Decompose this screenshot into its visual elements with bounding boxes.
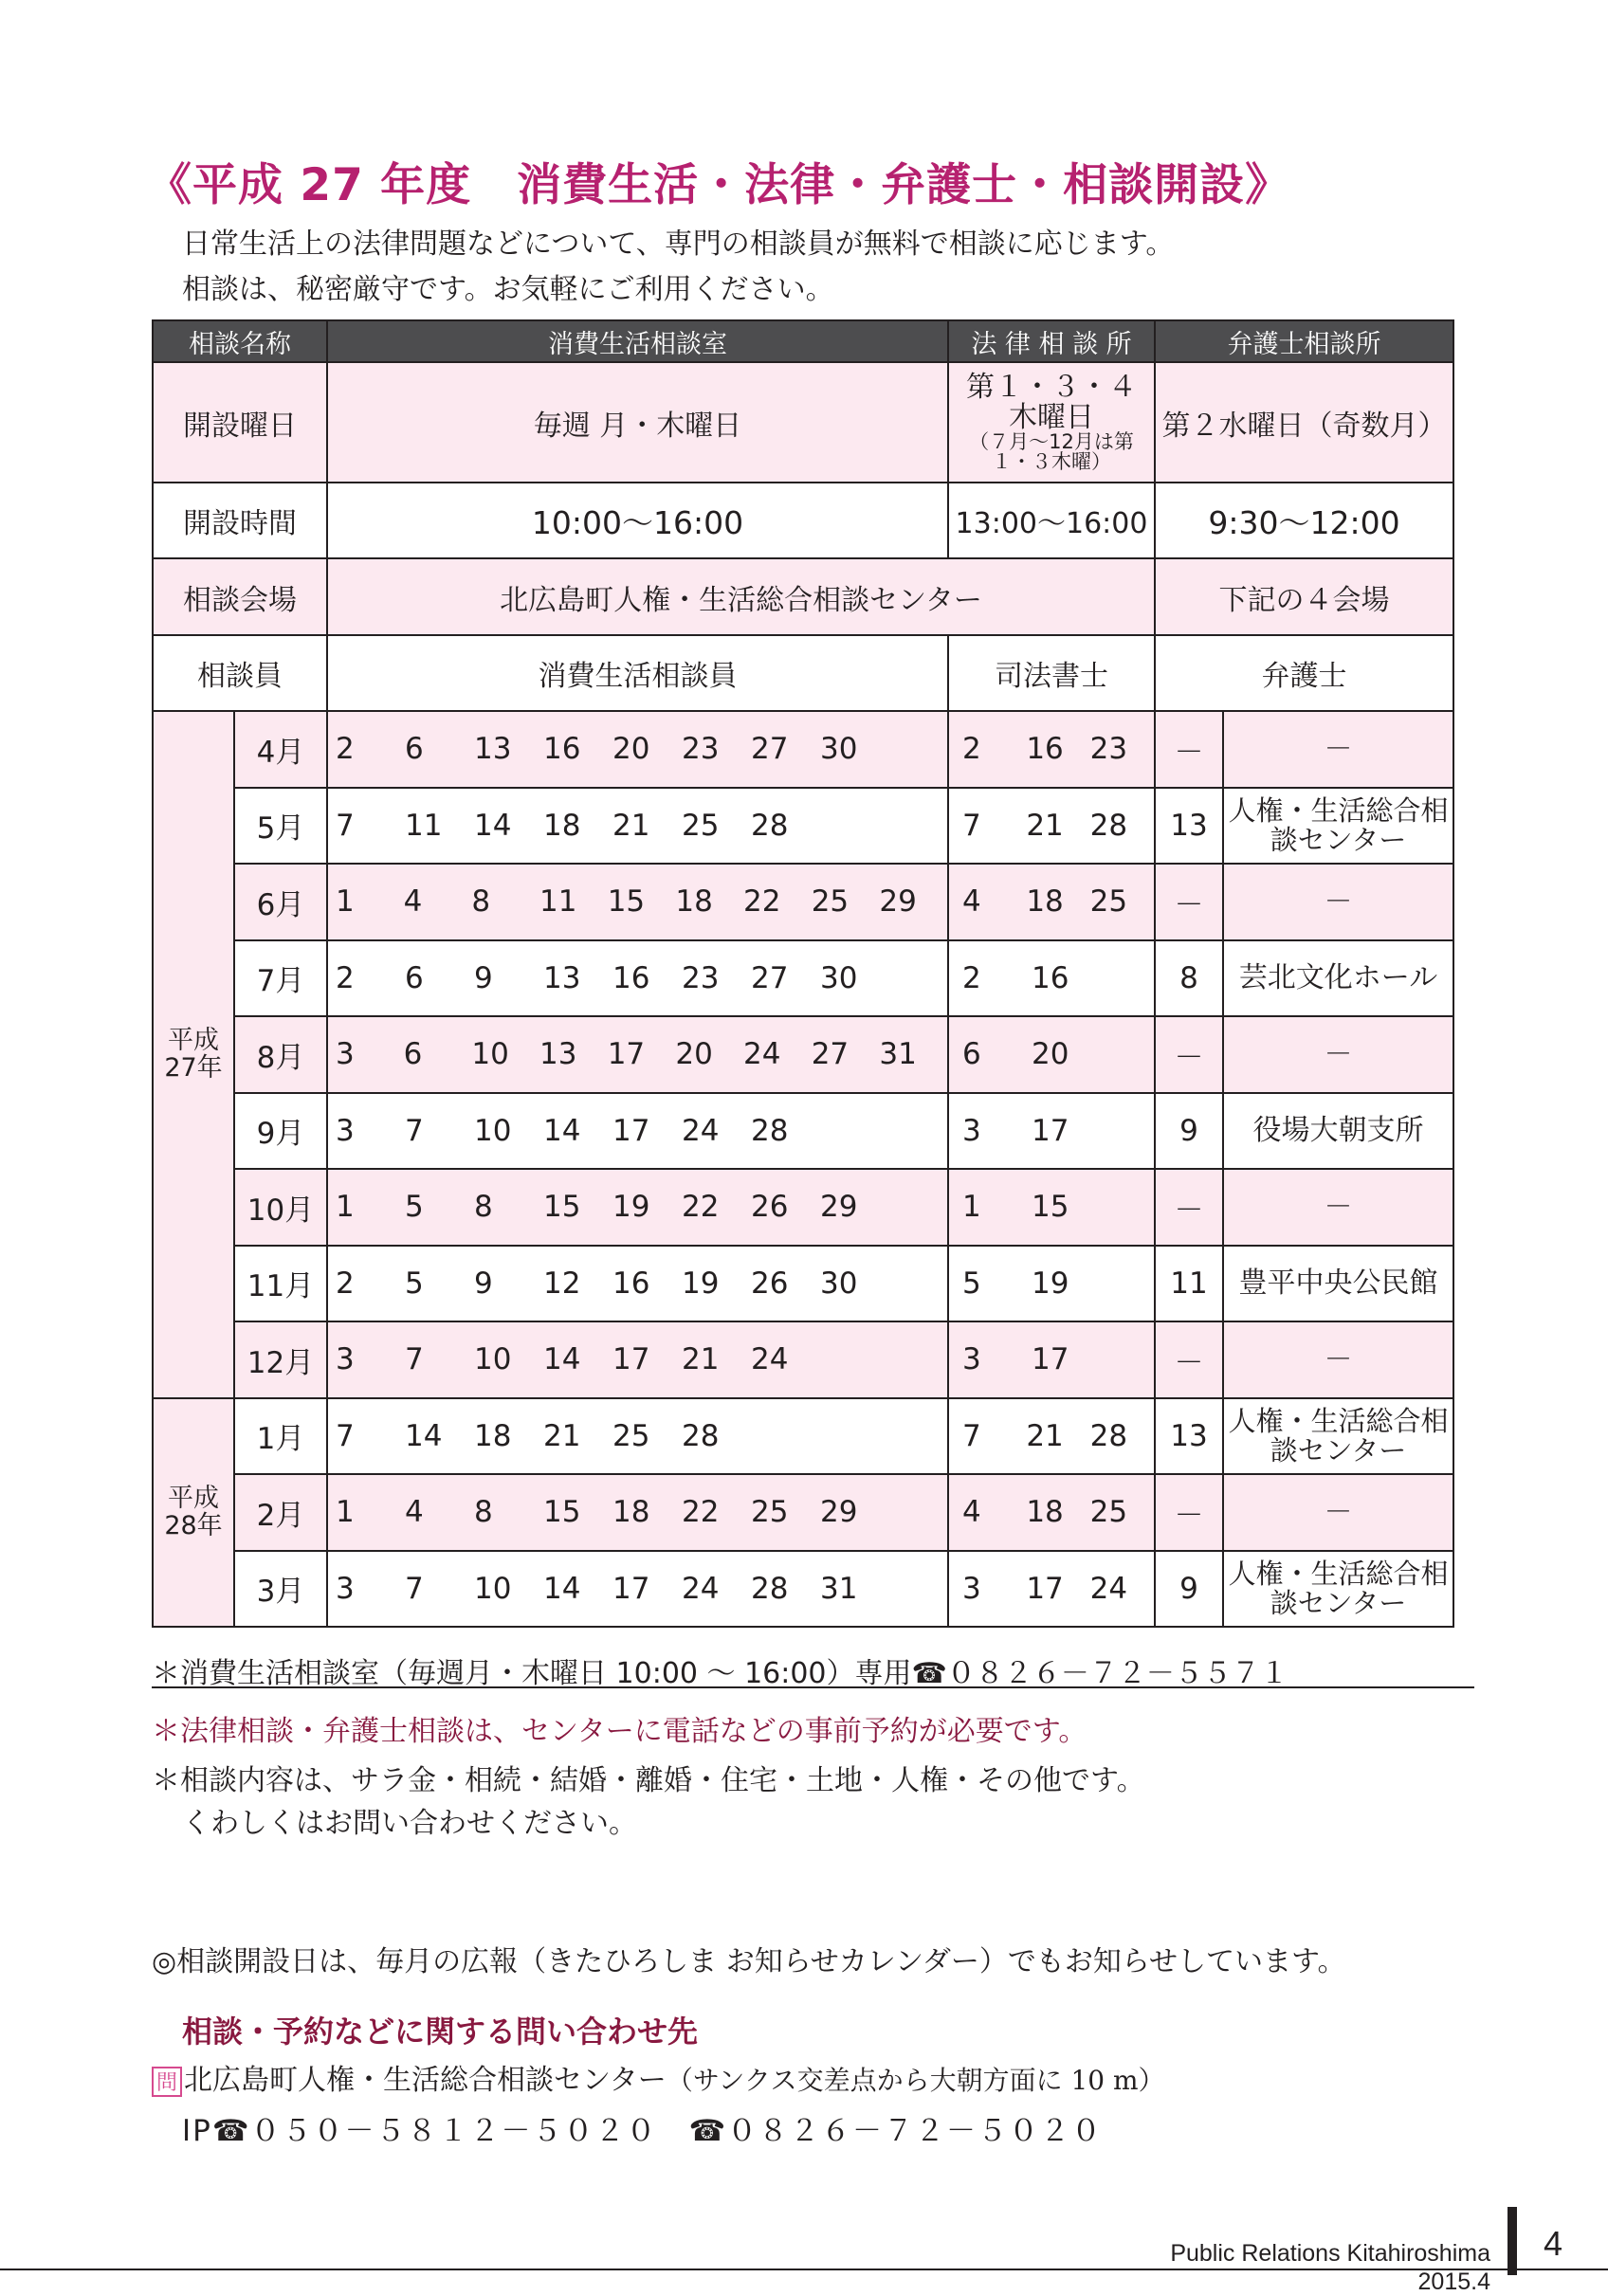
lawyer-venue: 人権・生活総合相談センター xyxy=(1223,788,1453,865)
law-day: 3 xyxy=(962,1342,981,1377)
footer-issue: 2015.4 xyxy=(1417,2269,1490,2295)
header-lawyer: 弁護士相談所 xyxy=(1155,320,1453,362)
open-day-label: 開設曜日 xyxy=(153,362,327,483)
consumer-day: 11 xyxy=(405,808,443,843)
lawyer-day: － xyxy=(1155,1169,1223,1246)
open-time-consumer: 10:00～16:00 xyxy=(327,483,948,558)
law-day: 21 xyxy=(1026,1418,1064,1453)
month-row xyxy=(153,788,1453,865)
law-day: 15 xyxy=(1032,1190,1069,1225)
bottom-rule xyxy=(0,2269,1608,2270)
consumer-day: 12 xyxy=(543,1266,581,1301)
law-days xyxy=(948,864,1155,940)
era-label: 平成27年 xyxy=(153,711,234,1398)
lawyer-venue: 人権・生活総合相談センター xyxy=(1223,1398,1453,1475)
consumer-day: 8 xyxy=(471,884,491,920)
consumer-day: 7 xyxy=(405,1113,424,1148)
law-day: 1 xyxy=(962,1190,981,1225)
consumer-day: 8 xyxy=(474,1190,493,1225)
lawyer-venue: － xyxy=(1223,1169,1453,1246)
consumer-day: 28 xyxy=(751,1113,789,1148)
law-day: 4 xyxy=(962,1495,981,1530)
month-row xyxy=(153,1169,1453,1246)
open-day-consumer: 毎週 月・木曜日 xyxy=(327,362,948,483)
month-row xyxy=(153,1016,1453,1093)
month-row xyxy=(153,711,1453,788)
consumer-day: 4 xyxy=(405,1495,424,1530)
month-row xyxy=(153,1321,1453,1398)
lawyer-venue: 役場大朝支所 xyxy=(1223,1093,1453,1170)
lawyer-day: － xyxy=(1155,1016,1223,1093)
consumer-days xyxy=(327,1321,948,1398)
consumer-day: 10 xyxy=(474,1571,512,1606)
header-name: 相談名称 xyxy=(153,320,327,362)
consumer-day: 19 xyxy=(682,1266,720,1301)
consumer-day: 31 xyxy=(879,1037,917,1072)
open-time-lawyer: 9:30～12:00 xyxy=(1155,483,1453,558)
month-row xyxy=(153,1551,1453,1628)
venue-lawyer: 下記の４会場 xyxy=(1155,558,1453,635)
month-label: 9月 xyxy=(234,1093,327,1170)
consumer-day: 27 xyxy=(751,732,789,767)
venue-label: 相談会場 xyxy=(153,558,327,635)
lawyer-venue: － xyxy=(1223,1321,1453,1398)
open-time-label: 開設時間 xyxy=(153,483,327,558)
consumer-day: 14 xyxy=(543,1113,581,1148)
consumer-day: 29 xyxy=(879,884,917,920)
month-label: 11月 xyxy=(234,1246,327,1322)
footer-bar xyxy=(1508,2207,1517,2275)
venue-row xyxy=(153,558,1453,635)
consumer-day: 1 xyxy=(336,1495,355,1530)
law-day: 6 xyxy=(962,1037,981,1072)
law-day: 2 xyxy=(962,960,981,995)
open-day-lawyer: 第２水曜日（奇数月） xyxy=(1155,362,1453,483)
intro-line-1: 日常生活上の法律問題などについて、専門の相談員が無料で相談に応じます。 xyxy=(182,228,1175,261)
consumer-day: 5 xyxy=(405,1190,424,1225)
law-days xyxy=(948,1321,1155,1398)
consumer-day: 16 xyxy=(612,960,650,995)
consumer-day: 22 xyxy=(743,884,781,920)
page-title: 《平成 27 年度 消費生活・法律・弁護士・相談開設》 xyxy=(147,159,1291,211)
consumer-day: 16 xyxy=(612,1266,650,1301)
lawyer-day: 13 xyxy=(1155,788,1223,865)
consumer-day: 6 xyxy=(405,732,424,767)
consumer-days xyxy=(327,711,948,788)
note-reservation: ＊法律相談・弁護士相談は、センターに電話などの事前予約が必要です。 xyxy=(152,1715,1087,1748)
consumer-days xyxy=(327,940,948,1017)
open-day-row xyxy=(153,362,1453,483)
month-label: 2月 xyxy=(234,1474,327,1551)
consumer-days xyxy=(327,1016,948,1093)
consumer-day: 13 xyxy=(474,732,512,767)
consumer-day: 6 xyxy=(403,1037,423,1072)
consumer-day: 2 xyxy=(336,960,355,995)
consumer-day: 30 xyxy=(820,732,858,767)
law-day: 3 xyxy=(962,1113,981,1148)
month-label: 10月 xyxy=(234,1169,327,1246)
consumer-day: 14 xyxy=(543,1571,581,1606)
month-row xyxy=(153,864,1453,940)
law-days xyxy=(948,788,1155,865)
note-calendar: ◎相談開設日は、毎月の広報（きたひろしま お知らせカレンダー）でもお知らせしています。 xyxy=(152,1945,1346,1978)
law-day: 3 xyxy=(962,1571,981,1606)
consumer-day: 18 xyxy=(543,808,581,843)
consumer-day: 2 xyxy=(336,732,355,767)
month-label: 8月 xyxy=(234,1016,327,1093)
lawyer-day: 8 xyxy=(1155,940,1223,1017)
consumer-day: 24 xyxy=(682,1113,720,1148)
open-time-law: 13:00～16:00 xyxy=(948,483,1155,558)
consumer-day: 25 xyxy=(682,808,720,843)
consumer-day: 15 xyxy=(607,884,646,920)
contact-phones: IP☎０５０－５８１２－５０２０ ☎０８２６－７２－５０２０ xyxy=(182,2114,1104,2148)
consumer-day: 2 xyxy=(336,1266,355,1301)
law-day: 25 xyxy=(1089,1495,1128,1530)
consumer-day: 30 xyxy=(820,1266,858,1301)
consumer-day: 25 xyxy=(811,884,850,920)
consumer-day: 14 xyxy=(543,1342,581,1377)
consumer-day: 22 xyxy=(682,1190,720,1225)
law-day: 17 xyxy=(1026,1571,1064,1606)
consumer-day: 21 xyxy=(612,808,650,843)
law-day: 19 xyxy=(1032,1266,1069,1301)
note-inquiry: くわしくはお問い合わせください。 xyxy=(182,1807,637,1840)
contact-place: 北広島町人権・生活総合相談センター xyxy=(184,2064,667,2097)
contact-place-note: （サンクス交差点から大朝方面に 10 m） xyxy=(666,2065,1165,2096)
law-day: 7 xyxy=(962,808,981,843)
consumer-day: 15 xyxy=(543,1495,581,1530)
note-topics: ＊相談内容は、サラ金・相続・結婚・離婚・住宅・土地・人権・その他です。 xyxy=(152,1764,1145,1797)
month-rows xyxy=(153,711,1453,1627)
law-day: 20 xyxy=(1032,1037,1069,1072)
consumer-day: 29 xyxy=(820,1190,858,1225)
open-day-law-main: 第１・３・４木曜日 xyxy=(966,371,1137,434)
law-days xyxy=(948,1398,1155,1475)
month-row xyxy=(153,1093,1453,1170)
consumer-days xyxy=(327,788,948,865)
law-day: 4 xyxy=(962,884,981,920)
inquiry-badge-icon: 問 xyxy=(152,2067,182,2097)
month-label: 7月 xyxy=(234,940,327,1017)
consumer-day: 17 xyxy=(612,1571,650,1606)
contact-place-line xyxy=(152,2056,1165,2098)
consumer-day: 9 xyxy=(474,1266,493,1301)
law-days xyxy=(948,1016,1155,1093)
consumer-day: 30 xyxy=(820,960,858,995)
consumer-day: 14 xyxy=(405,1418,443,1453)
month-row xyxy=(153,1246,1453,1322)
law-day: 28 xyxy=(1089,808,1128,843)
consumer-day: 28 xyxy=(751,1571,789,1606)
consumer-day: 22 xyxy=(682,1495,720,1530)
consumer-day: 21 xyxy=(543,1418,581,1453)
law-days xyxy=(948,1551,1155,1628)
header-row xyxy=(153,320,1453,362)
venue-consumer-law: 北広島町人権・生活総合相談センター xyxy=(327,558,1155,635)
lawyer-venue: － xyxy=(1223,1016,1453,1093)
lawyer-day: 9 xyxy=(1155,1093,1223,1170)
law-day: 16 xyxy=(1026,732,1064,767)
consumer-day: 26 xyxy=(751,1190,789,1225)
consumer-day: 7 xyxy=(405,1571,424,1606)
consumer-day: 18 xyxy=(675,884,713,920)
month-row xyxy=(153,1474,1453,1551)
law-day: 2 xyxy=(962,732,981,767)
consumer-days xyxy=(327,1169,948,1246)
law-day: 25 xyxy=(1089,884,1128,920)
page-number: 4 xyxy=(1544,2224,1563,2263)
consumer-day: 7 xyxy=(336,808,355,843)
lawyer-day: － xyxy=(1155,864,1223,940)
consumer-day: 25 xyxy=(612,1418,650,1453)
consumer-day: 13 xyxy=(539,1037,577,1072)
open-day-law xyxy=(948,362,1155,483)
law-day: 28 xyxy=(1089,1418,1128,1453)
consumer-day: 29 xyxy=(820,1495,858,1530)
month-row xyxy=(153,1398,1453,1475)
consumer-day: 20 xyxy=(612,732,650,767)
consumer-days xyxy=(327,1474,948,1551)
consumer-day: 28 xyxy=(682,1418,720,1453)
open-time-row xyxy=(153,483,1453,558)
consumer-day: 9 xyxy=(474,960,493,995)
lawyer-day: 9 xyxy=(1155,1551,1223,1628)
consumer-day: 18 xyxy=(474,1418,512,1453)
consumer-day: 27 xyxy=(811,1037,850,1072)
lawyer-day: 11 xyxy=(1155,1246,1223,1322)
consumer-day: 23 xyxy=(682,960,720,995)
note-consumer-phone: ＊消費生活相談室（毎週月・木曜日 10:00 ～ 16:00）専用☎０８２６－７２－５５７１ xyxy=(152,1657,1288,1690)
consumer-day: 19 xyxy=(612,1190,650,1225)
lawyer-day: － xyxy=(1155,1474,1223,1551)
law-day: 24 xyxy=(1089,1571,1128,1606)
era-label: 平成28年 xyxy=(153,1398,234,1628)
lawyer-venue: 豊平中央公民館 xyxy=(1223,1246,1453,1322)
staff-label: 相談員 xyxy=(153,635,327,711)
law-day: 7 xyxy=(962,1418,981,1453)
month-label: 4月 xyxy=(234,711,327,788)
consumer-day: 10 xyxy=(474,1342,512,1377)
consumer-day: 26 xyxy=(751,1266,789,1301)
footer-title: Public Relations Kitahiroshima xyxy=(1170,2240,1490,2267)
month-label: 12月 xyxy=(234,1321,327,1398)
header-law: 法 律 相 談 所 xyxy=(948,320,1155,362)
contact-heading: 相談・予約などに関する問い合わせ先 xyxy=(182,2014,699,2050)
schedule-table xyxy=(152,319,1454,1628)
law-day: 17 xyxy=(1032,1342,1069,1377)
consumer-day: 28 xyxy=(751,808,789,843)
law-days xyxy=(948,711,1155,788)
lawyer-venue: － xyxy=(1223,1474,1453,1551)
lawyer-day: 13 xyxy=(1155,1398,1223,1475)
consumer-day: 31 xyxy=(820,1571,858,1606)
staff-consumer: 消費生活相談員 xyxy=(327,635,948,711)
month-label: 3月 xyxy=(234,1551,327,1628)
consumer-day: 24 xyxy=(743,1037,781,1072)
consumer-day: 24 xyxy=(751,1342,789,1377)
consumer-day: 13 xyxy=(543,960,581,995)
consumer-day: 27 xyxy=(751,960,789,995)
consumer-day: 17 xyxy=(612,1113,650,1148)
intro-line-2: 相談は、秘密厳守です。お気軽にご利用ください。 xyxy=(182,273,834,306)
lawyer-venue: 芸北文化ホール xyxy=(1223,940,1453,1017)
consumer-day: 3 xyxy=(336,1037,355,1072)
law-day: 18 xyxy=(1026,1495,1064,1530)
consumer-day: 7 xyxy=(336,1418,355,1453)
law-days xyxy=(948,1246,1155,1322)
month-row xyxy=(153,940,1453,1017)
consumer-day: 17 xyxy=(612,1342,650,1377)
consumer-day: 10 xyxy=(471,1037,509,1072)
law-days xyxy=(948,940,1155,1017)
lawyer-day: － xyxy=(1155,711,1223,788)
consumer-day: 3 xyxy=(336,1113,355,1148)
consumer-day: 5 xyxy=(405,1266,424,1301)
consumer-day: 15 xyxy=(543,1190,581,1225)
consumer-day: 16 xyxy=(543,732,581,767)
lawyer-day: － xyxy=(1155,1321,1223,1398)
month-label: 1月 xyxy=(234,1398,327,1475)
law-day: 17 xyxy=(1032,1113,1069,1148)
consumer-day: 1 xyxy=(336,1190,355,1225)
consumer-day: 3 xyxy=(336,1571,355,1606)
law-days xyxy=(948,1093,1155,1170)
staff-row xyxy=(153,635,1453,711)
note-underline xyxy=(152,1686,1474,1688)
lawyer-venue: 人権・生活総合相談センター xyxy=(1223,1551,1453,1628)
law-days xyxy=(948,1474,1155,1551)
lawyer-venue: － xyxy=(1223,711,1453,788)
footer-publication xyxy=(1170,2239,1490,2296)
consumer-days xyxy=(327,1551,948,1628)
lawyer-venue: － xyxy=(1223,864,1453,940)
open-day-law-sub: （７月～12月は第１・３木曜） xyxy=(969,430,1134,473)
header-consumer: 消費生活相談室 xyxy=(327,320,948,362)
consumer-day: 21 xyxy=(682,1342,720,1377)
consumer-day: 23 xyxy=(682,732,720,767)
law-day: 5 xyxy=(962,1266,981,1301)
consumer-days xyxy=(327,864,948,940)
consumer-day: 3 xyxy=(336,1342,355,1377)
law-day: 18 xyxy=(1026,884,1064,920)
consumer-day: 24 xyxy=(682,1571,720,1606)
consumer-day: 14 xyxy=(474,808,512,843)
month-label: 5月 xyxy=(234,788,327,865)
consumer-days xyxy=(327,1398,948,1475)
consumer-day: 7 xyxy=(405,1342,424,1377)
consumer-day: 6 xyxy=(405,960,424,995)
consumer-day: 8 xyxy=(474,1495,493,1530)
law-day: 23 xyxy=(1089,732,1128,767)
consumer-day: 17 xyxy=(607,1037,646,1072)
consumer-day: 10 xyxy=(474,1113,512,1148)
consumer-days xyxy=(327,1093,948,1170)
consumer-day: 11 xyxy=(539,884,577,920)
law-day: 16 xyxy=(1032,960,1069,995)
month-label: 6月 xyxy=(234,864,327,940)
consumer-day: 18 xyxy=(612,1495,650,1530)
consumer-day: 20 xyxy=(675,1037,713,1072)
law-days xyxy=(948,1169,1155,1246)
consumer-day: 25 xyxy=(751,1495,789,1530)
staff-lawyer: 弁護士 xyxy=(1155,635,1453,711)
law-day: 21 xyxy=(1026,808,1064,843)
consumer-day: 4 xyxy=(403,884,423,920)
consumer-days xyxy=(327,1246,948,1322)
staff-law: 司法書士 xyxy=(948,635,1155,711)
consumer-day: 1 xyxy=(336,884,355,920)
